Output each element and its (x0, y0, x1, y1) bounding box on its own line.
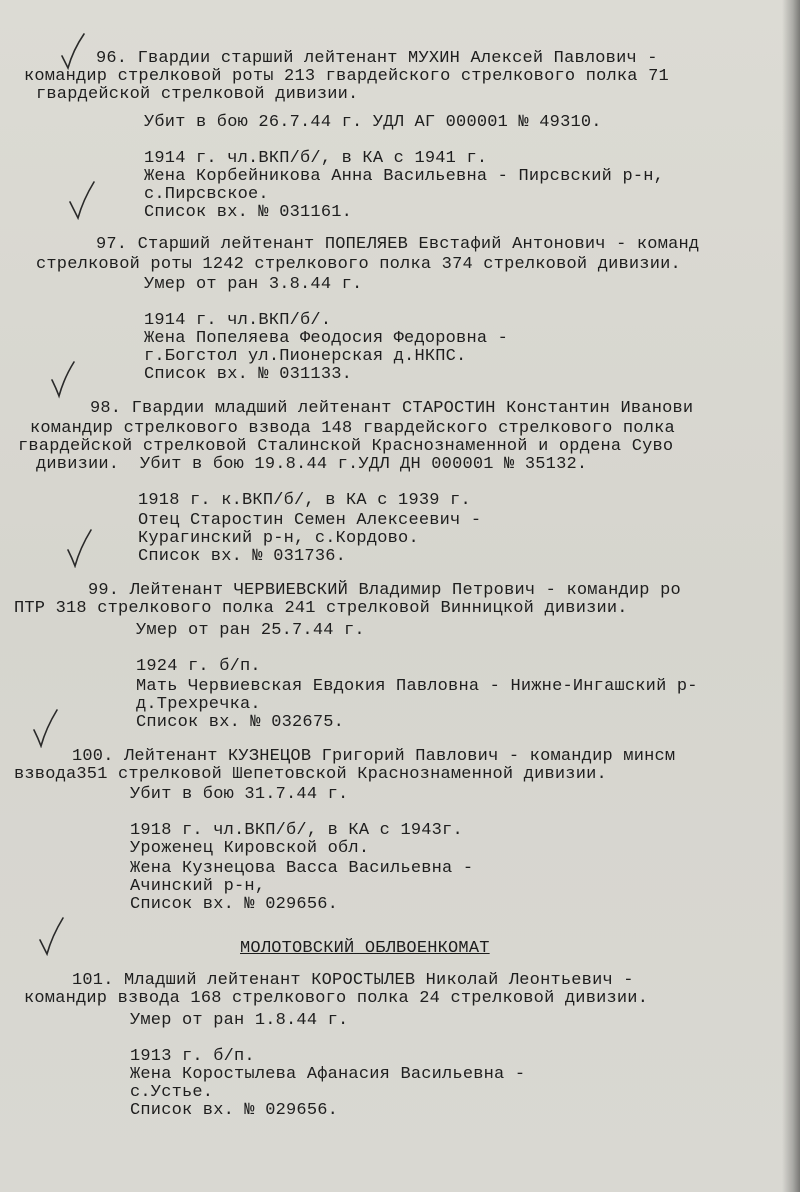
text-line: 1924 г. б/п. (136, 657, 261, 676)
checkmark-icon (58, 30, 88, 70)
text-line: Список вх. № 032675. (136, 713, 345, 732)
page-edge-shadow (782, 0, 800, 1192)
text-line: Список вх. № 029656. (130, 895, 339, 914)
text-line: с.Пирсвское. (144, 185, 269, 204)
text-line: 100. Лейтенант КУЗНЕЦОВ Григорий Павлович - командир минсм (72, 747, 676, 766)
text-line: 97. Старший лейтенант ПОПЕЛЯЕВ Евстафий Антонович - команд (96, 235, 700, 254)
text-line: Мать Червиевская Евдокия Павловна - Нижне-Ингашский р- (136, 677, 698, 696)
text-line: 99. Лейтенант ЧЕРВИЕВСКИЙ Владимир Петрович - командир ро (88, 581, 681, 600)
text-line: Список вх. № 031161. (144, 203, 353, 222)
text-line: Жена Коростылева Афанасия Васильевна - (130, 1065, 526, 1084)
checkmark-icon (66, 180, 96, 220)
text-line: Убит в бою 26.7.44 г. УДЛ АГ 000001 № 49310. (144, 113, 602, 132)
checkmark-icon (64, 528, 94, 568)
text-line: д.Трехречка. (136, 695, 261, 714)
text-line: Умер от ран 3.8.44 г. (144, 275, 363, 294)
text-line: Список вх. № 031736. (138, 547, 347, 566)
text-line: гвардейской стрелковой Сталинской Краснознаменной и ордена Суво (18, 437, 674, 456)
text-line: Уроженец Кировской обл. (130, 839, 370, 858)
text-line: г.Богстол ул.Пионерская д.НКПС. (144, 347, 467, 366)
text-line: 1914 г. чл.ВКП/б/. (144, 311, 332, 330)
text-line: Умер от ран 1.8.44 г. (130, 1011, 349, 1030)
text-line: дивизии. Убит в бою 19.8.44 г.УДЛ ДН 000001 № 35132. (36, 455, 588, 474)
text-line: 96. Гвардии старший лейтенант МУХИН Алексей Павлович - (96, 49, 658, 68)
text-line: Отец Старостин Семен Алексеевич - (138, 511, 482, 530)
text-line: Список вх. № 029656. (130, 1101, 339, 1120)
text-line: Ачинский р-н, (130, 877, 266, 896)
checkmark-icon (48, 360, 78, 400)
text-line: Убит в бою 31.7.44 г. (130, 785, 349, 804)
text-line: Умер от ран 25.7.44 г. (136, 621, 365, 640)
text-line: 1918 г. к.ВКП/б/, в КА с 1939 г. (138, 491, 471, 510)
text-line: ПТР 318 стрелкового полка 241 стрелковой Винницкой дивизии. (14, 599, 628, 618)
checkmark-icon (30, 708, 60, 748)
text-line: Жена Попеляева Феодосия Федоровна - (144, 329, 509, 348)
checkmark-icon (36, 916, 66, 956)
text-line: гвардейской стрелковой дивизии. (36, 85, 359, 104)
text-line: 101. Младший лейтенант КОРОСТЫЛЕВ Николай Леонтьевич - (72, 971, 634, 990)
text-line: с.Устье. (130, 1083, 214, 1102)
text-line: 1914 г. чл.ВКП/б/, в КА с 1941 г. (144, 149, 488, 168)
text-line: стрелковой роты 1242 стрелкового полка 374 стрелковой дивизии. (36, 255, 681, 274)
section-heading: МОЛОТОВСКИЙ ОБЛВОЕНКОМАТ (240, 939, 490, 958)
text-line: командир стрелкового взвода 148 гвардейского стрелкового полка (30, 419, 675, 438)
text-line: Курагинский р-н, с.Кордово. (138, 529, 419, 548)
text-line: Жена Корбейникова Анна Васильевна - Пирсвский р-н, (144, 167, 665, 186)
text-line: командир стрелковой роты 213 гвардейского стрелкового полка 71 (24, 67, 669, 86)
text-line: командир взвода 168 стрелкового полка 24 стрелковой дивизии. (24, 989, 649, 1008)
text-line: 1918 г. чл.ВКП/б/, в КА с 1943г. (130, 821, 463, 840)
text-line: Список вх. № 031133. (144, 365, 353, 384)
text-line: 98. Гвардии младший лейтенант СТАРОСТИН Константин Иванови (90, 399, 694, 418)
text-line: взвода351 стрелковой Шепетовской Краснознаменной дивизии. (14, 765, 607, 784)
text-line: 1913 г. б/п. (130, 1047, 255, 1066)
text-line: Жена Кузнецова Васса Васильевна - (130, 859, 474, 878)
